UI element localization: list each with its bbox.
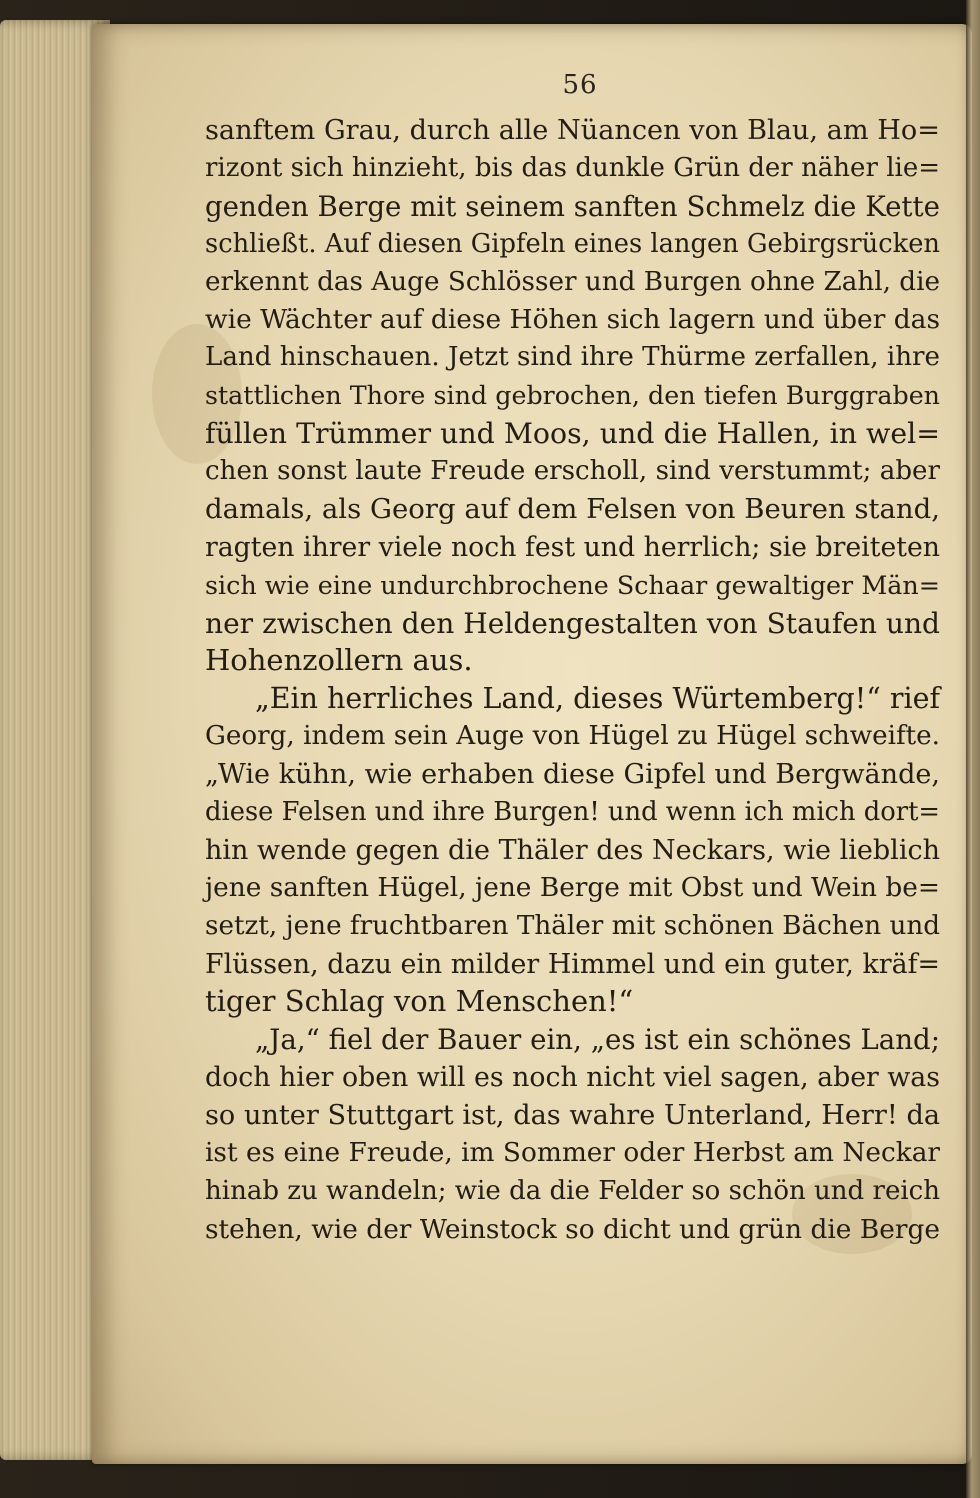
text-line: rizont sich hinzieht, bis das dunkle Grün der näher lie= [205, 152, 940, 183]
text-line: schließt. Auf diesen Gipfeln eines langen Gebirgsrücken [205, 228, 940, 259]
text-line: wie Wächter auf diese Höhen sich lagern und über das [205, 304, 940, 336]
text-line: diese Felsen und ihre Burgen! und wenn ich mich dort= [205, 797, 940, 828]
text-line: stehen, wie der Weinstock so dicht und grün die Berge [205, 1213, 940, 1245]
text-line: Hohenzollern aus. [205, 643, 473, 678]
text-line: „Ein herrliches Land, dieses Würtemberg!“ rief [255, 682, 940, 716]
text-line: chen sonst laute Freude erscholl, sind verstummt; aber [205, 456, 940, 487]
text-line: stattlichen Thore sind gebrochen, den tiefen Burggraben [205, 380, 940, 411]
text-line: damals, als Georg auf dem Felsen von Beuren stand, [205, 492, 940, 525]
text-line: erkennt das Auge Schlösser und Burgen ohne Zahl, die [205, 266, 940, 297]
text-line: „Ja,“ fiel der Bauer ein, „es ist ein schönes Land; [255, 1023, 940, 1057]
text-line: Georg, indem sein Auge von Hügel zu Hügel schweifte. [205, 721, 940, 752]
text-line: Land hinschauen. Jetzt sind ihre Thürme zerfallen, ihre [205, 342, 940, 373]
text-line: füllen Trümmer und Moos, und die Hallen, in wel= [205, 417, 940, 451]
text-line: doch hier oben will es noch nicht viel sagen, aber was [205, 1062, 940, 1094]
text-line: ist es eine Freude, im Sommer oder Herbst am Neckar [205, 1138, 940, 1169]
text-line: „Wie kühn, wie erhaben diese Gipfel und Bergwände, [205, 759, 940, 791]
text-line: ragten ihrer viele noch fest und herrlich; sie breiteten [205, 531, 940, 563]
page-number: 56 [562, 70, 598, 100]
text-line: Flüssen, dazu ein milder Himmel und ein guter, kräf= [205, 948, 940, 980]
text-line: ner zwischen den Heldengestalten von Staufen und [205, 606, 940, 640]
text-line: tiger Schlag von Menschen!“ [205, 984, 634, 1019]
body-text [205, 112, 940, 1249]
text-line: hinab zu wandeln; wie da die Felder so schön und reich [205, 1175, 940, 1206]
text-line: setzt, jene fruchtbaren Thäler mit schönen Bächen und [205, 910, 940, 941]
text-line: sanftem Grau, durch alle Nüancen von Blau, am Ho= [205, 115, 940, 146]
text-line: hin wende gegen die Thäler des Neckars, wie lieblich [205, 834, 940, 866]
text-line: so unter Stuttgart ist, das wahre Unterland, Herr! da [205, 1100, 940, 1132]
text-line: jene sanften Hügel, jene Berge mit Obst und Wein be= [205, 872, 940, 903]
page-right-edge [966, 0, 980, 1498]
text-line: sich wie eine undurchbrochene Schaar gewaltiger Män= [205, 569, 940, 600]
text-line: genden Berge mit seinem sanften Schmelz die Kette [205, 189, 940, 223]
